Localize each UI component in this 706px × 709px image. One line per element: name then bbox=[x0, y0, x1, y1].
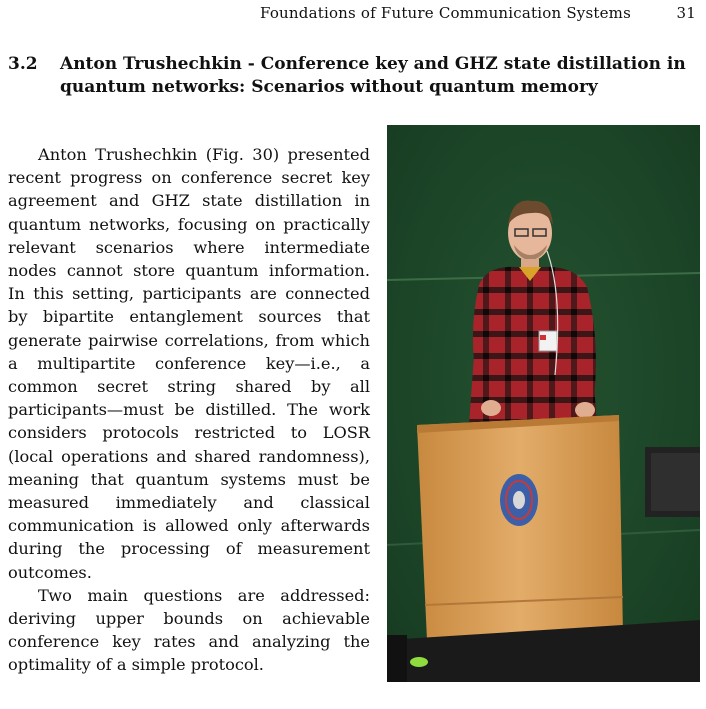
right-hand bbox=[575, 402, 595, 418]
speaker-photo bbox=[387, 125, 700, 682]
paragraph: Anton Trushechkin (Fig. 30) presented recent progress on conference secret key agreement and GHZ state distillation in quantum networks, focusing on practically relevant scenarios where intermediate nodes cannot store quantum information. In this setting, participants are connected by bipartite entanglement sources that generate pairwise correlations, from which a multipartite conference key—i.e., a common secret string shared by all participants—must be distilled. The work considers protocols restricted to LOSR (local operations and shared randomness), meaning that quantum systems must be measured immediately and classical communication is allowed only afterwards during the processing of measurement outcomes. bbox=[8, 145, 370, 582]
podium bbox=[417, 415, 623, 640]
body-text bbox=[8, 143, 370, 677]
name-badge bbox=[539, 331, 557, 351]
photo-illustration bbox=[387, 125, 700, 682]
running-head-title: Foundations of Future Communication Systems bbox=[260, 4, 631, 22]
section-title: Anton Trushechkin - Conference key and GHZ state distillation in quantum networks: Scenarios without quantum memory bbox=[60, 54, 686, 97]
left-hand bbox=[481, 400, 501, 416]
section-number: 3.2 bbox=[8, 54, 38, 74]
page-number: 31 bbox=[676, 4, 696, 22]
paragraph: Two main questions are addressed: deriving upper bounds on achievable conference key rates and analyzing the optimality of a simple protocol. bbox=[8, 585, 370, 675]
section-heading bbox=[8, 53, 703, 99]
running-head bbox=[0, 4, 706, 26]
green-light bbox=[410, 657, 428, 667]
